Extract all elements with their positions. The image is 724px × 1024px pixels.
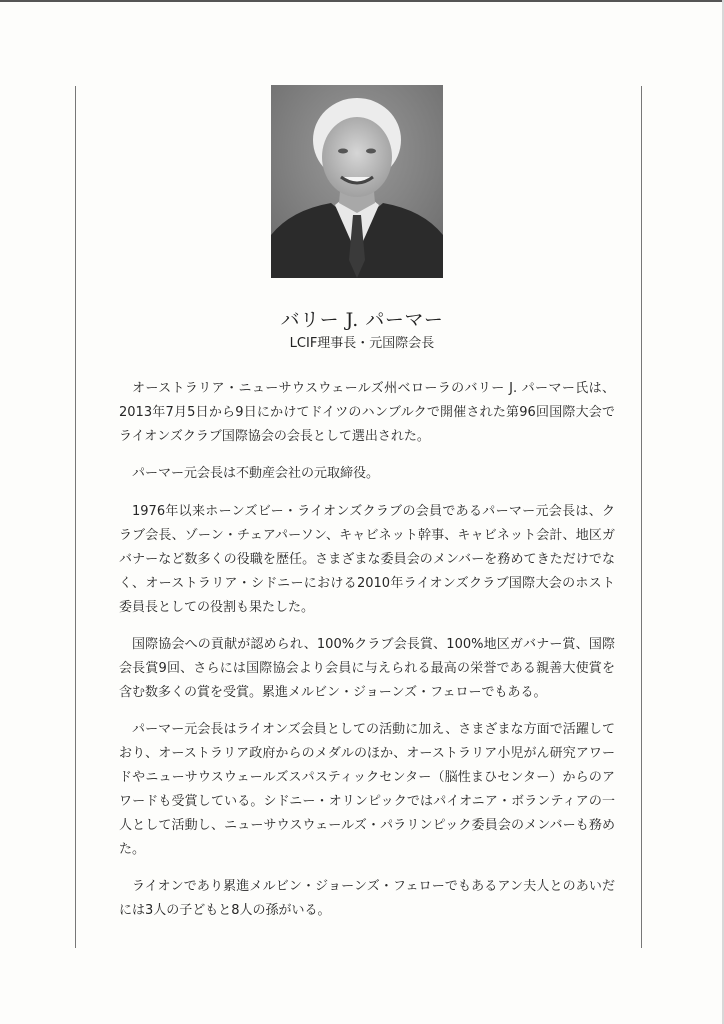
bio-paragraph: パーマー元会長は不動産会社の元取締役。 (132, 466, 380, 481)
top-border (0, 0, 724, 2)
bio-paragraph: パーマー元会長はライオンズ会員としての活動に加え、さまざまな方面で活躍しており、オーストラリア政府からのメダルのほか、オーストラリア小児がん研究アワードやニューサウスウェールズスパスティックセンター（脳性まひセンター）からのアワードも受賞している。シドニー・オリンピックではパイオニア・ボランティアの一人として活動し、ニューサウスウェールズ・パラリンピック委員会のメンバーも務めた。 (119, 722, 615, 857)
bio-paragraph: オーストラリア・ニューサウスウェールズ州ベローラのバリー J. パーマー氏は、2013年7月5日から9日にかけてドイツのハンブルクで開催された第96回国際大会でライオンズクラブ国際協会の会長として選出された。 (119, 381, 615, 444)
person-title: LCIF理事長・元国際会長 (289, 336, 435, 351)
right-margin-rule (641, 86, 642, 948)
bio-paragraph: 1976年以来ホーンズビー・ライオンズクラブの会員であるパーマー元会長は、クラブ会長、ゾーン・チェアパーソン、キャビネット幹事、キャビネット会計、地区ガバナーなど数多くの役職を歴任。さまざまな委員会のメンバーを務めてきただけでなく、オーストラリア・シドニーにおける2010年ライオンズクラブ国際大会のホスト委員長としての役割も果たした。 (119, 504, 615, 615)
portrait-photo (271, 85, 443, 278)
bio-paragraph: ライオンであり累進メルビン・ジョーンズ・フェローでもあるアン夫人とのあいだには3人の子どもと8人の孫がいる。 (119, 879, 615, 918)
bio-paragraph: 国際協会への貢献が認められ、100%クラブ会長賞、100%地区ガバナー賞、国際会長賞9回、さらには国際協会より会員に与えられる最高の栄誉である親善大使賞を含む数多くの賞を受賞。累進メルビン・ジョーンズ・フェローでもある。 (119, 637, 615, 700)
person-name: バリー J. パーマー (280, 309, 444, 331)
biography-text (119, 377, 615, 936)
left-margin-rule (75, 86, 76, 948)
